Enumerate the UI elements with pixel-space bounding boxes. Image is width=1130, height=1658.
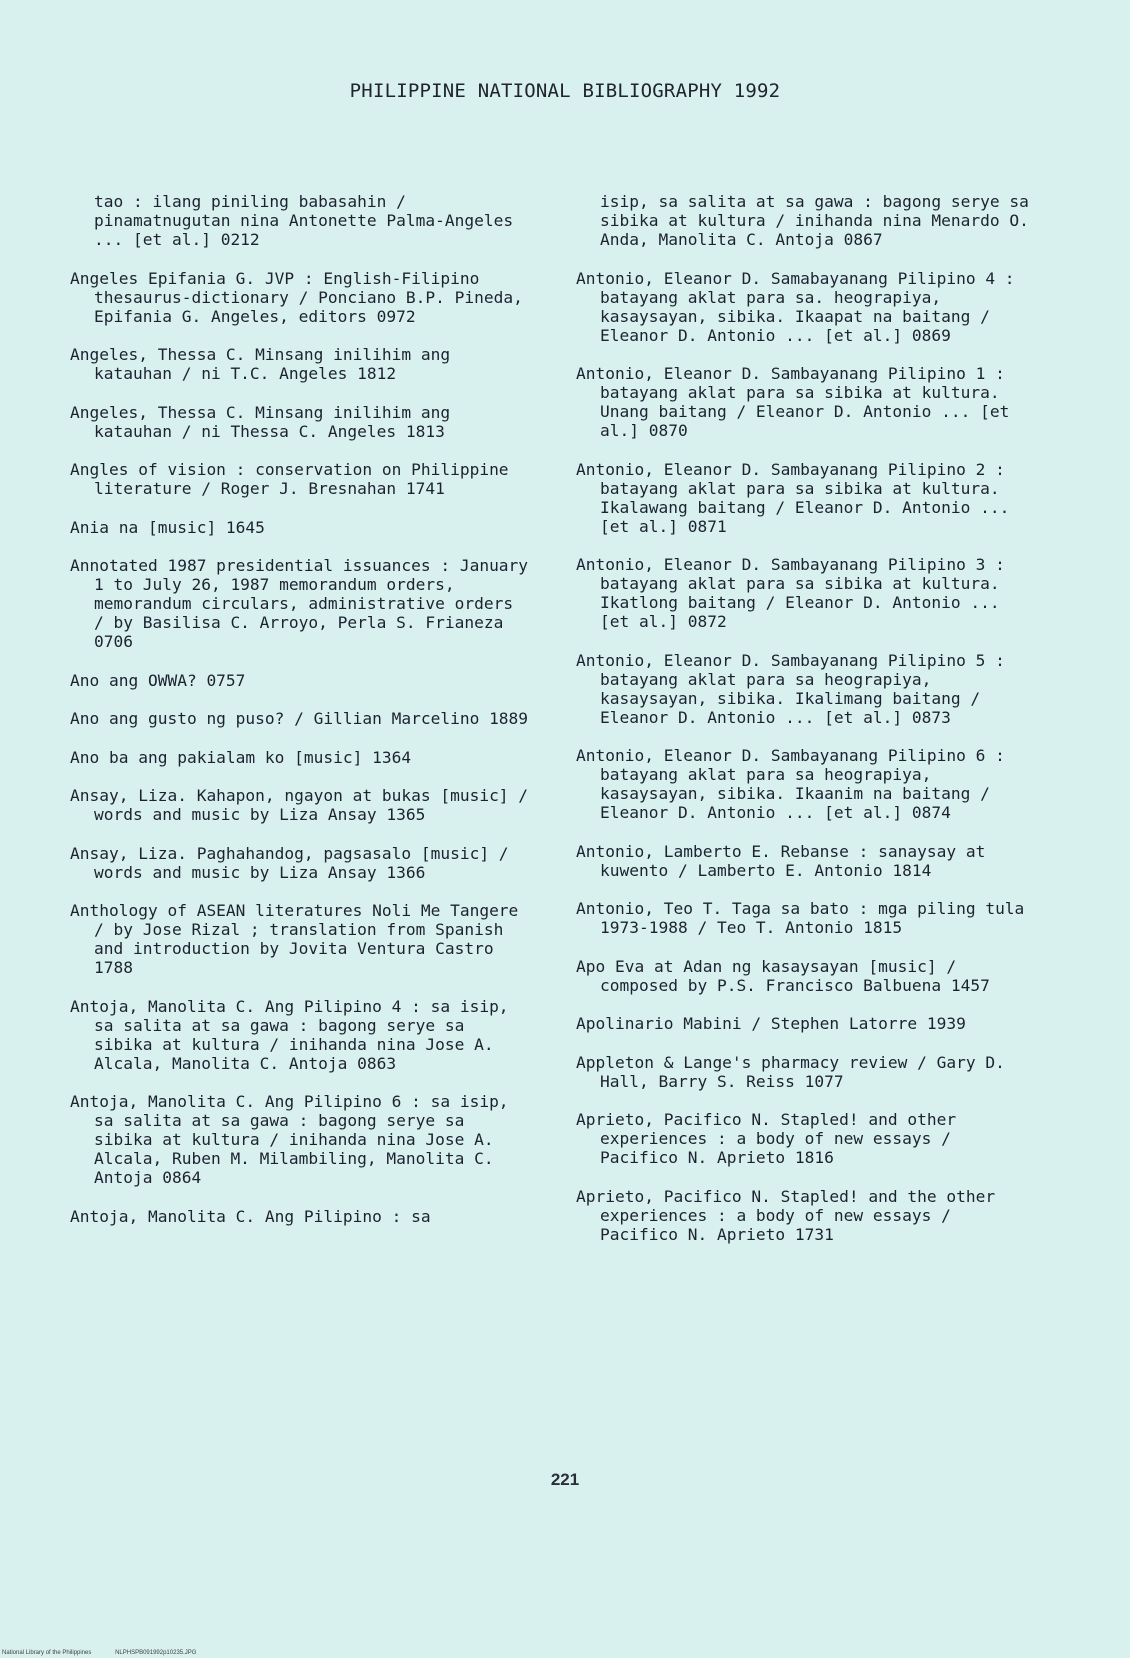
bibliography-entry: Antoja, Manolita C. Ang Pilipino 4 : sa isip, sa salita at sa gawa : bagong serye sa sibika at kultura / inihanda nina Jose A. Alcala, Manolita C. Antoja 0863: [70, 996, 509, 1073]
bibliography-entry: Antonio, Eleanor D. Sambayanang Pilipino 6 : batayang aklat para sa heograpiya, kasaysayan, sibika. Ikaanim na baitang / Eleanor D. Antonio ... [et al.] 0874: [576, 746, 1005, 822]
library-credit: National Library of the Philippines: [2, 1650, 92, 1656]
bibliography-entry: Antoja, Manolita C. Ang Pilipino : sa: [70, 1206, 431, 1226]
bibliography-entry: Annotated 1987 presidential issuances : January 1 to July 26, 1987 memorandum orders, memorandum circulars, administrative orders / by Basilisa C. Arroyo, Perla S. Frianeza 0706: [70, 556, 529, 651]
page-number: 221: [550, 1470, 580, 1489]
bibliography-entry: Antonio, Eleanor D. Sambayanang Pilipino 5 : batayang aklat para sa heograpiya, kasaysayan, sibika. Ikalimang baitang / Eleanor D. Antonio ... [et al.] 0873: [576, 650, 1005, 727]
bibliography-entry: Antonio, Teo T. Taga sa bato : mga piling tula 1973-1988 / Teo T. Antonio 1815: [576, 899, 1025, 937]
bibliography-entry: isip, sa salita at sa gawa : bagong serye sa sibika at kultura / inihanda nina Menardo O. Anda, Manolita C. Antoja 0867: [600, 192, 1029, 249]
bibliography-entry: Antonio, Lamberto E. Rebanse : sanaysay at kuwento / Lamberto E. Antonio 1814: [576, 841, 986, 880]
bibliography-entry: Anthology of ASEAN literatures Noli Me Tangere / by Jose Rizal ; translation from Spanish and introduction by Jovita Ventura Castro 1788: [70, 901, 519, 977]
file-name: NLPHSPB091992p10235.JPG: [115, 1650, 197, 1656]
bibliography-entry: Antonio, Eleanor D. Sambayanang Pilipino 1 : batayang aklat para sa sibika at kultura. Unang baitang / Eleanor D. Antonio ... [et al.] 0870: [576, 364, 1010, 440]
bibliography-entry: Antonio, Eleanor D. Sambayanang Pilipino 2 : batayang aklat para sa sibika at kultura. Ikalawang baitang / Eleanor D. Antonio ... [et al.] 0871: [576, 459, 1010, 536]
bibliography-entry: Appleton & Lange's pharmacy review / Gary D. Hall, Barry S. Reiss 1077: [576, 1052, 1005, 1091]
bibliography-entry: Ansay, Liza. Paghahandog, pagsasalo [music] / words and music by Liza Ansay 1366: [70, 843, 509, 882]
page-title: PHILIPPINE NATIONAL BIBLIOGRAPHY 1992: [349, 80, 781, 102]
bibliography-entry: Antoja, Manolita C. Ang Pilipino 6 : sa isip, sa salita at sa gawa : bagong serye sa sibika at kultura / inihanda nina Jose A. Alcala, Ruben M. Milambiling, Manolita C. Antoja 0864: [70, 1092, 509, 1187]
bibliography-entry: Angeles Epifania G. JVP : English-Filipino thesaurus-dictionary / Ponciano B.P. Pineda, Epifania G. Angeles, editors 0972: [70, 268, 523, 326]
bibliography-entry: Ania na [music] 1645: [70, 517, 265, 537]
left-column: [70, 192, 532, 1245]
bibliography-entry: Antonio, Eleanor D. Sambayanang Pilipino 3 : batayang aklat para sa sibika at kultura. Ikatlong baitang / Eleanor D. Antonio ... [et al.] 0872: [576, 555, 1005, 631]
bibliography-entry: Antonio, Eleanor D. Samabayanang Pilipino 4 : batayang aklat para sa. heograpiya, kasaysayan, sibika. Ikaapat na baitang / Eleanor D. Antonio ... [et al.] 0869: [576, 268, 1015, 345]
bibliography-entry: Ano ang gusto ng puso? / Gillian Marcelino 1889: [70, 709, 529, 728]
bibliography-entry: Angeles, Thessa C. Minsang inilihim ang katauhan / ni Thessa C. Angeles 1813: [70, 402, 451, 441]
bibliography-entry: Angles of vision : conservation on Philippine literature / Roger J. Bresnahan 1741: [70, 460, 509, 498]
bibliography-entry: Apo Eva at Adan ng kasaysayan [music] / composed by P.S. Francisco Balbuena 1457: [576, 956, 990, 995]
bibliography-entry: Ano ba ang pakialam ko [music] 1364: [70, 747, 412, 767]
bibliography-entry: Apolinario Mabini / Stephen Latorre 1939: [576, 1014, 966, 1033]
bibliography-entry: Ansay, Liza. Kahapon, ngayon at bukas [music] / words and music by Liza Ansay 1365: [70, 786, 529, 824]
bibliography-entry: Aprieto, Pacifico N. Stapled! and other experiences : a body of new essays / Pacifico N. Aprieto 1816: [576, 1110, 957, 1167]
right-column: [576, 192, 1038, 1263]
bibliography-entry: Aprieto, Pacifico N. Stapled! and the other experiences : a body of new essays / Pacifico N. Aprieto 1731: [576, 1186, 996, 1244]
scan-credit: [2, 1650, 218, 1657]
bibliography-entry: tao : ilang piniling babasahin / pinamatnugutan nina Antonette Palma-Angeles ... [et al.] 0212: [94, 192, 514, 249]
bibliography-entry: Angeles, Thessa C. Minsang inilihim ang katauhan / ni T.C. Angeles 1812: [70, 345, 451, 383]
bibliography-entry: Ano ang OWWA? 0757: [70, 670, 246, 690]
